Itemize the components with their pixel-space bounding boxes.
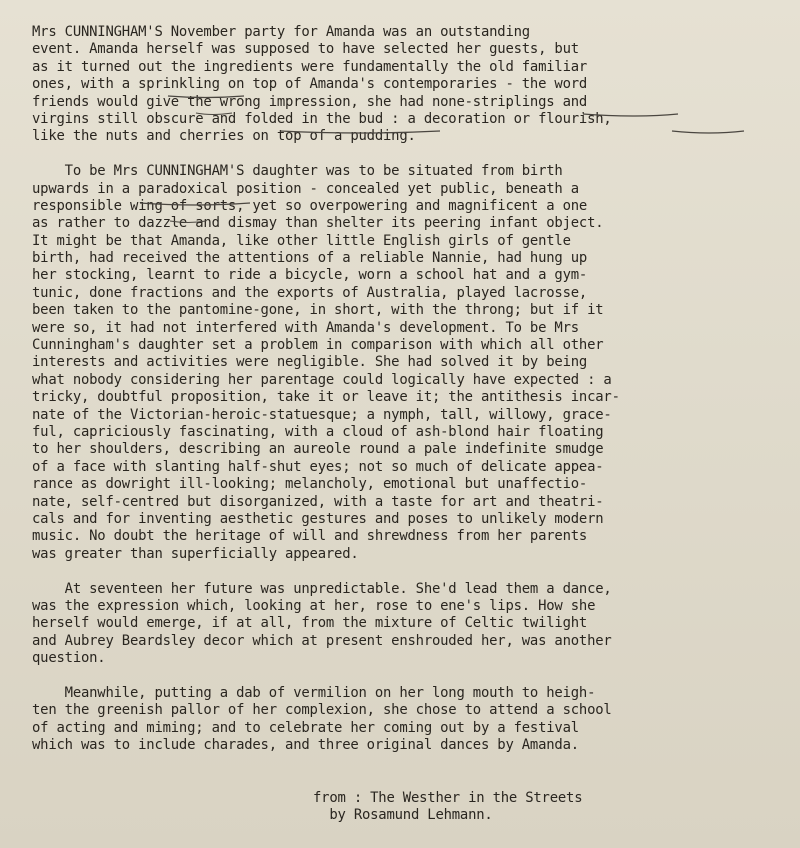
text-line: her stocking, learnt to ride a bicycle, worn a school hat and a gym- — [32, 267, 588, 284]
text-line: and Aubrey Beardsley decor which at present enshrouded her, was another — [32, 632, 612, 649]
text-line: of acting and miming; and to celebrate her coming out by a festival — [32, 719, 579, 736]
text-line: were so, it had not interfered with Amanda's development. To be Mrs — [32, 319, 579, 336]
text-line: nate, self-centred but disorganized, with a taste for art and theatri- — [32, 493, 604, 510]
text-line: been taken to the pantomine-gone, in short, with the throng; but if it — [32, 302, 604, 319]
text-line: of a face with slanting half-shut eyes; not so much of delicate appea- — [32, 458, 604, 475]
document-body — [32, 24, 784, 754]
text-line: rance as dowright ill-looking; melancholy, emotional but unaffectio- — [32, 476, 588, 493]
text-line: ten the greenish pallor of her complexion, she chose to attend a school — [32, 702, 612, 719]
text-line: Mrs CUNNINGHAM'S November party for Amanda was an outstanding — [32, 24, 530, 40]
text-line: To be Mrs CUNNINGHAM'S daughter was to be situated from birth — [32, 163, 563, 180]
text-line: tunic, done fractions and the exports of Australia, played lacrosse, — [32, 284, 588, 301]
text-line: what nobody considering her parentage could logically have expected : a — [32, 371, 612, 388]
text-line: ful, capriciously fascinating, with a cloud of ash-blond hair floating — [32, 423, 604, 440]
text-line: At seventeen her future was unpredictable. She'd lead them a dance, — [32, 580, 612, 597]
text-line: music. No doubt the heritage of will and shrewdness from her parents — [32, 528, 588, 545]
text-line: upwards in a paradoxical position - concealed yet public, beneath a — [32, 180, 579, 197]
text-line: as it turned out the ingredients were fundamentally the old familiar — [32, 58, 588, 75]
paragraph-4 — [32, 685, 784, 755]
author-line: by Rosamund Lehmann. — [313, 807, 493, 824]
paragraph-2 — [32, 163, 784, 563]
text-line: cals and for inventing aesthetic gestures and poses to unlikely modern — [32, 510, 604, 527]
text-line: ones, with a sprinkling on top of Amanda's contemporaries - the word — [32, 76, 588, 93]
text-line: nate of the Victorian-heroic-statuesque; a nymph, tall, willowy, grace- — [32, 406, 612, 423]
text-line: It might be that Amanda, like other little English girls of gentle — [32, 232, 571, 249]
source-line: from : The Westher in the Streets — [313, 790, 583, 806]
paragraph-3 — [32, 581, 784, 668]
text-line: as rather to dazzle and dismay than shelter its peering infant object. — [32, 215, 604, 232]
text-line: birth, had received the attentions of a reliable Nannie, had hung up — [32, 250, 588, 267]
paragraph-1 — [32, 24, 784, 146]
text-line: to her shoulders, describing an aureole round a pale indefinite smudge — [32, 441, 604, 458]
text-line: which was to include charades, and three original dances by Amanda. — [32, 737, 579, 754]
text-line: question. — [32, 650, 106, 667]
text-line: was the expression which, looking at her, rose to ene's lips. How she — [32, 597, 596, 614]
text-line: Cunningham's daughter set a problem in comparison with which all other — [32, 337, 604, 354]
text-line: tricky, doubtful proposition, take it or leave it; the antithesis incar- — [32, 389, 620, 406]
text-line: like the nuts and cherries on top of a pudding. — [32, 128, 416, 145]
text-line: virgins still obscure and folded in the bud : a decoration or flourish, — [32, 110, 612, 127]
attribution — [313, 790, 582, 825]
text-line: responsible wing of sorts, yet so overpowering and magnificent a one — [32, 197, 588, 214]
text-line: Meanwhile, putting a dab of vermilion on her long mouth to heigh- — [32, 684, 596, 701]
text-line: friends would give the wrong impression, she had none-striplings and — [32, 93, 588, 110]
text-line: interests and activities were negligible. She had solved it by being — [32, 354, 588, 371]
text-line: was greater than superficially appeared. — [32, 545, 359, 562]
text-line: event. Amanda herself was supposed to have selected her guests, but — [32, 41, 579, 58]
text-line: herself would emerge, if at all, from the mixture of Celtic twilight — [32, 615, 588, 632]
